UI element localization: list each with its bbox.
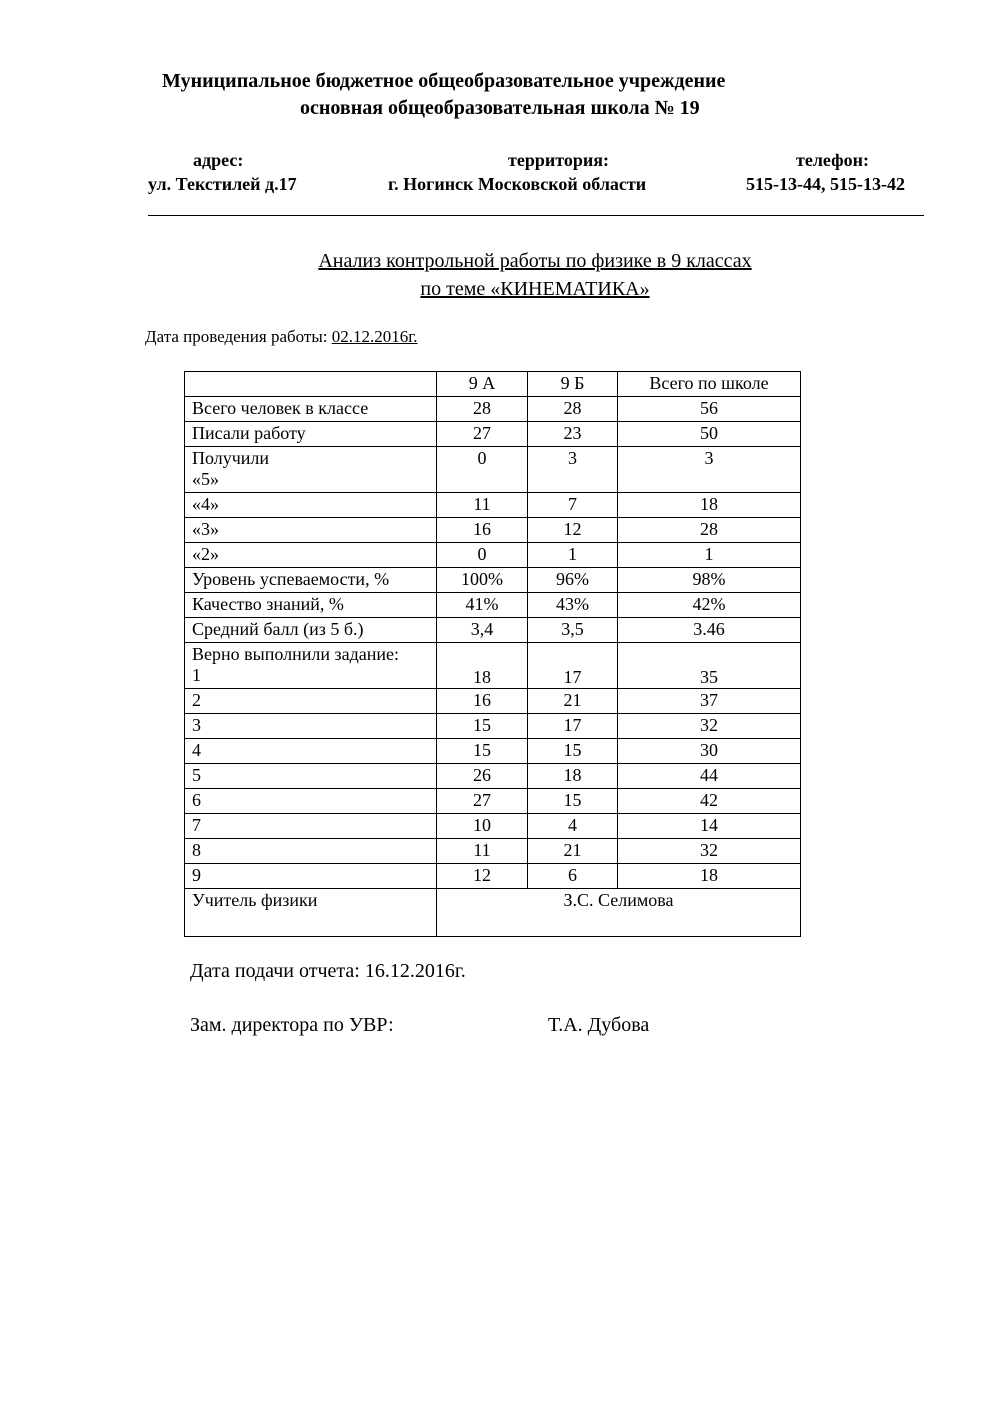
table-cell: 41%	[437, 593, 528, 618]
table-row-label	[185, 643, 437, 689]
table-row-grade5	[185, 447, 801, 493]
tasks-heading: Верно выполнили задание:	[192, 644, 399, 664]
table-cell: 7	[528, 493, 618, 518]
table-cell: 3.46	[618, 618, 801, 643]
table-row	[185, 839, 801, 864]
report-title-line1: Анализ контрольной работы по физике в 9 классах	[318, 250, 752, 272]
table-cell: 43%	[528, 593, 618, 618]
table-row	[185, 397, 801, 422]
table-row	[185, 493, 801, 518]
work-date-label: Дата проведения работы:	[145, 327, 332, 346]
table-row	[185, 543, 801, 568]
table-row-label: Писали работу	[185, 422, 437, 447]
school-name-line2: основная общеобразовательная школа № 19	[300, 97, 700, 119]
table-cell: 3,4	[437, 618, 528, 643]
phone-value: 515-13-44, 515-13-42	[746, 174, 905, 194]
table-row-label: Всего человек в классе	[185, 397, 437, 422]
table-cell: 50	[618, 422, 801, 447]
territory-label: территория:	[508, 150, 609, 170]
table-row	[185, 714, 801, 739]
table-teacher-row	[185, 889, 801, 937]
table-cell: 11	[437, 493, 528, 518]
table-cell: 28	[437, 397, 528, 422]
table-row-label: Средний балл (из 5 б.)	[185, 618, 437, 643]
school-name-line1: Муниципальное бюджетное общеобразовательное учреждение	[162, 70, 726, 92]
table-row	[185, 568, 801, 593]
work-date	[145, 327, 418, 347]
table-cell: 15	[437, 714, 528, 739]
work-date-value: 02.12.2016г.	[331, 327, 418, 346]
address-value: ул. Текстилей д.17	[148, 174, 297, 194]
table-row	[185, 764, 801, 789]
header-divider	[148, 215, 924, 216]
deputy-label: Зам. директора по УВР:	[190, 1014, 394, 1036]
table-cell: 1	[528, 543, 618, 568]
table-header-row	[185, 372, 801, 397]
table-cell: 14	[618, 814, 801, 839]
table-cell: 10	[437, 814, 528, 839]
table-row	[185, 789, 801, 814]
table-cell: 35	[618, 643, 801, 689]
report-title-line2: по теме «КИНЕМАТИКА»	[420, 278, 650, 300]
table-cell: 12	[437, 864, 528, 889]
table-cell: 12	[528, 518, 618, 543]
table-cell: 17	[528, 643, 618, 689]
table-cell: 21	[528, 839, 618, 864]
table-cell: 27	[437, 789, 528, 814]
task-number: 7	[185, 814, 437, 839]
table-cell: 96%	[528, 568, 618, 593]
phone-label: телефон:	[796, 150, 869, 170]
table-cell: 27	[437, 422, 528, 447]
table-cell: 42%	[618, 593, 801, 618]
table-cell: 100%	[437, 568, 528, 593]
table-cell: 1	[618, 543, 801, 568]
task-number: 4	[185, 739, 437, 764]
table-row-label: «3»	[185, 518, 437, 543]
table-cell: 6	[528, 864, 618, 889]
table-row	[185, 864, 801, 889]
task-number: 5	[185, 764, 437, 789]
table-cell: 15	[528, 789, 618, 814]
table-cell: 16	[437, 518, 528, 543]
table-cell: 37	[618, 689, 801, 714]
table-cell: 32	[618, 839, 801, 864]
table-row-label: Уровень успеваемости, %	[185, 568, 437, 593]
table-row	[185, 689, 801, 714]
table-cell: 28	[618, 518, 801, 543]
table-row	[185, 422, 801, 447]
table-cell: 18	[528, 764, 618, 789]
table-row-label: Качество знаний, %	[185, 593, 437, 618]
table-cell: 44	[618, 764, 801, 789]
table-cell: 30	[618, 739, 801, 764]
address-label: адрес:	[193, 150, 244, 170]
task-number: 8	[185, 839, 437, 864]
table-cell: 0	[437, 543, 528, 568]
table-row	[185, 618, 801, 643]
territory-value: г. Ногинск Московской области	[388, 174, 647, 194]
table-cell: 3	[618, 447, 801, 493]
table-cell: 26	[437, 764, 528, 789]
table-cell: 32	[618, 714, 801, 739]
table-header-cell: 9 А	[437, 372, 528, 397]
table-cell: 21	[528, 689, 618, 714]
table-cell: 3,5	[528, 618, 618, 643]
task-number: 9	[185, 864, 437, 889]
table-cell: 17	[528, 714, 618, 739]
results-table	[184, 371, 801, 937]
table-cell: 18	[618, 864, 801, 889]
task-number: 1	[192, 665, 201, 685]
table-cell: 3	[528, 447, 618, 493]
teacher-label: Учитель физики	[185, 889, 437, 937]
table-cell: 28	[528, 397, 618, 422]
table-cell: 18	[437, 643, 528, 689]
table-header-cell: 9 Б	[528, 372, 618, 397]
table-cell: 15	[528, 739, 618, 764]
grade5-label-line2: «5»	[192, 469, 219, 489]
task-number: 2	[185, 689, 437, 714]
table-cell: 16	[437, 689, 528, 714]
task-number: 6	[185, 789, 437, 814]
table-row	[185, 518, 801, 543]
grade5-label-line1: Получили	[192, 448, 270, 468]
table-row-label	[185, 447, 437, 493]
table-header-cell	[185, 372, 437, 397]
table-cell: 4	[528, 814, 618, 839]
table-cell: 0	[437, 447, 528, 493]
teacher-name: З.С. Селимова	[437, 889, 801, 937]
deputy-name: Т.А. Дубова	[548, 1014, 650, 1036]
table-row-task1	[185, 643, 801, 689]
table-row-label: «2»	[185, 543, 437, 568]
table-row-label: «4»	[185, 493, 437, 518]
table-cell: 42	[618, 789, 801, 814]
table-cell: 18	[618, 493, 801, 518]
report-date: Дата подачи отчета: 16.12.2016г.	[190, 960, 466, 982]
table-row	[185, 814, 801, 839]
table-cell: 98%	[618, 568, 801, 593]
table-cell: 56	[618, 397, 801, 422]
table-row	[185, 739, 801, 764]
table-cell: 15	[437, 739, 528, 764]
task-number: 3	[185, 714, 437, 739]
table-cell: 11	[437, 839, 528, 864]
table-cell: 23	[528, 422, 618, 447]
table-row	[185, 593, 801, 618]
table-header-cell: Всего по школе	[618, 372, 801, 397]
